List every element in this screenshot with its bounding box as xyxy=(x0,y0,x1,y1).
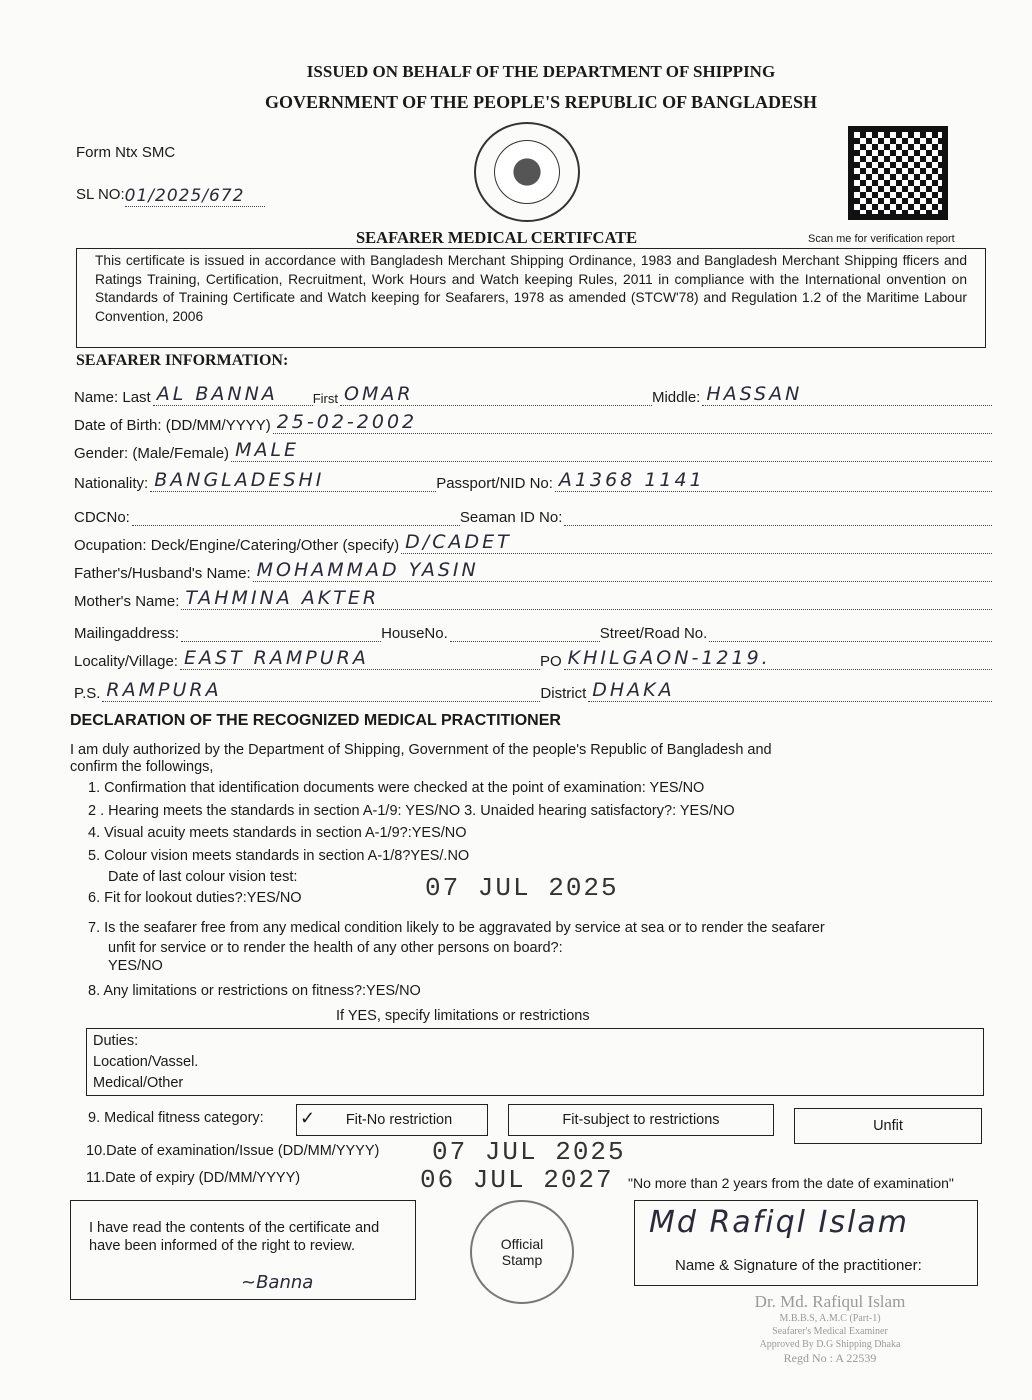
header-line2: GOVERNMENT OF THE PEOPLE'S REPUBLIC OF BANGLADESH xyxy=(264,92,818,112)
acknowledgement-box xyxy=(70,1200,416,1300)
nationality-value: BANGLADESHI xyxy=(154,469,325,491)
item-7-cont: unfit for service or to render the health of any other persons on board?: xyxy=(108,940,563,956)
po-value: KHILGAON-1219. xyxy=(567,647,771,669)
colour-test-label: Date of last colour vision test: xyxy=(108,869,298,885)
certificate-title: SEAFARER MEDICAL CERTIFCATE xyxy=(356,228,638,247)
qr-caption: Scan me for verification report xyxy=(808,233,955,245)
qr-code xyxy=(848,126,948,220)
limitations-box xyxy=(86,1028,984,1096)
duties-label: Duties: xyxy=(93,1033,139,1049)
signature-label: Name & Signature of the practitioner: xyxy=(675,1257,922,1274)
declaration-intro: I am duly authorized by the Department of Shipping, Government of the people's Republic of Bangladesh and xyxy=(70,742,772,758)
father-value: MOHAMMAD YASIN xyxy=(256,559,479,581)
ps-value: RAMPURA xyxy=(106,679,222,701)
middle-name-label: Middle: xyxy=(651,389,701,406)
doctor-degree: M.B.B.S, A.M.C (Part-1) xyxy=(779,1313,881,1324)
occupation-label: Ocupation: Deck/Engine/Catering/Other (specify) xyxy=(74,537,400,554)
option-label: Fit-No restriction xyxy=(345,1112,453,1128)
doctor-stamp xyxy=(700,1292,960,1366)
fitness-category-label: 9. Medical fitness category: xyxy=(88,1110,264,1126)
seafarer-info-heading: SEAFARER INFORMATION: xyxy=(76,352,289,369)
ps-row xyxy=(74,676,992,702)
name-row xyxy=(74,380,992,406)
sl-value: 01/2025/672 xyxy=(125,186,265,207)
form-number: Form Ntx SMC xyxy=(76,144,176,161)
practitioner-signature-box xyxy=(634,1200,978,1286)
doctor-role: Seafarer's Medical Examiner xyxy=(772,1326,888,1337)
seafarer-signature: ~Banna xyxy=(241,1272,314,1293)
option-fit-no-restriction[interactable] xyxy=(296,1104,488,1136)
mother-label: Mother's Name: xyxy=(74,593,180,610)
item-5: 5. Colour vision meets standards in section A-1/8?YES/.NO xyxy=(88,848,470,864)
colour-test-date-stamp: 07 JUL 2025 xyxy=(425,873,619,903)
acknowledgement-text: I have read the contents of the certificate and have been informed of the right to review. xyxy=(89,1220,380,1254)
house-label: HouseNo. xyxy=(381,625,448,642)
medical-other-label: Medical/Other xyxy=(93,1075,184,1091)
father-label: Father's/Husband's Name: xyxy=(74,565,251,582)
dob-row xyxy=(74,408,992,434)
gender-label: Gender: (Male/Female) xyxy=(74,445,230,462)
option-unfit[interactable] xyxy=(794,1108,982,1144)
gender-row xyxy=(74,436,992,462)
occupation-value: D/CADET xyxy=(405,531,512,553)
gender-value: MALE xyxy=(235,439,300,461)
doctor-approval: Approved By D.G Shipping Dhaka xyxy=(759,1339,901,1350)
option-fit-subject-to-restrictions[interactable] xyxy=(508,1104,774,1136)
location-label: Location/Vassel. xyxy=(93,1054,199,1070)
mailing-row xyxy=(74,616,992,642)
official-stamp-circle xyxy=(470,1200,574,1304)
expiry-date-stamp: 06 JUL 2027 xyxy=(420,1165,614,1195)
item-7: 7. Is the seafarer free from any medical condition likely to be aggravated by service at sea or to render the seafarer xyxy=(88,920,825,936)
official-stamp-label: Official Stamp xyxy=(500,1236,544,1268)
nationality-label: Nationality: xyxy=(74,475,149,492)
ps-label: P.S. xyxy=(74,685,101,702)
doctor-name: Dr. Md. Rafiqul Islam xyxy=(754,1292,906,1311)
first-name-label: First xyxy=(312,391,338,406)
occupation-row xyxy=(74,528,992,554)
seaman-id-label: Seaman ID No: xyxy=(459,509,563,526)
mother-value: TAHMINA AKTER xyxy=(185,587,380,609)
item-2: 2 . Hearing meets the standards in section A-1/9: YES/NO 3. Unaided hearing satisfactory?: YES/NO xyxy=(88,803,735,819)
serial-number xyxy=(76,186,265,207)
exam-date-label: 10.Date of examination/Issue (DD/MM/YYYY) xyxy=(86,1143,380,1159)
mother-row xyxy=(74,584,992,610)
checkmark-icon: ✓ xyxy=(300,1108,316,1128)
district-label: District xyxy=(540,685,587,702)
cdc-row xyxy=(74,500,992,526)
locality-value: EAST RAMPURA xyxy=(183,647,369,669)
item-6: 6. Fit for lookout duties?:YES/NO xyxy=(88,890,302,906)
item-7-answer: YES/NO xyxy=(108,958,163,974)
sl-label: SL NO: xyxy=(76,186,125,203)
dob-label: Date of Birth: (DD/MM/YYYY) xyxy=(74,417,271,434)
cdc-label: CDCNo: xyxy=(74,509,130,526)
dob-value: 25-02-2002 xyxy=(276,411,418,433)
exam-date-stamp: 07 JUL 2025 xyxy=(432,1137,626,1167)
option-label: Fit-subject to restrictions xyxy=(562,1112,720,1128)
declaration-intro-2: confirm the followings, xyxy=(70,759,214,775)
passport-label: Passport/NID No: xyxy=(436,475,553,492)
first-name-value: OMAR xyxy=(343,383,414,405)
middle-name-value: HASSAN xyxy=(706,383,803,405)
passport-value: A1368 1141 xyxy=(558,469,705,491)
option-label: Unfit xyxy=(873,1118,903,1134)
father-row xyxy=(74,556,992,582)
declaration-heading: DECLARATION OF THE RECOGNIZED MEDICAL PRACTITIONER xyxy=(70,712,561,729)
expiry-note: "No more than 2 years from the date of examination" xyxy=(628,1175,954,1191)
locality-row xyxy=(74,644,992,670)
intro-box xyxy=(76,248,986,348)
item-4: 4. Visual acuity meets standards in section A-1/9?:YES/NO xyxy=(88,825,467,841)
intro-text: This certificate is issued in accordance with Bangladesh Merchant Shipping Ordinance, 1983 and Bangladesh Merchant Shipping fficers and Ratings Training, Certification, Recruitment, Work Hours and Watch keeping Rules, 2011 in compliance with the International onvention on Standards of Training Certificate and Watch keeping for Seafarers, 1978 as amended (STCW'78) and Regulation 1.2 of the Maritime Labour Convention, 2006 xyxy=(95,253,967,324)
doctor-regd: Regd No : A 22539 xyxy=(783,1351,877,1365)
street-label: Street/Road No. xyxy=(599,625,708,642)
header-line1: ISSUED ON BEHALF OF THE DEPARTMENT OF SHIPPING xyxy=(306,62,776,81)
po-label: PO xyxy=(539,653,562,670)
practitioner-signature: Md Rafiql Islam xyxy=(649,1205,909,1240)
last-name-label: Name: Last xyxy=(74,389,151,406)
locality-label: Locality/Village: xyxy=(74,653,178,670)
expiry-date-label: 11.Date of expiry (DD/MM/YYYY) xyxy=(86,1170,301,1186)
item-1: 1. Confirmation that identification documents were checked at the point of examination: YES/NO xyxy=(88,780,705,796)
district-value: DHAKA xyxy=(592,679,675,701)
limitations-label: If YES, specify limitations or restrictions xyxy=(336,1008,590,1024)
government-seal xyxy=(474,122,580,222)
item-8: 8. Any limitations or restrictions on fitness?:YES/NO xyxy=(88,983,421,999)
nationality-row xyxy=(74,466,992,492)
last-name-value: AL BANNA xyxy=(156,383,278,405)
mailing-label: Mailingaddress: xyxy=(74,625,180,642)
